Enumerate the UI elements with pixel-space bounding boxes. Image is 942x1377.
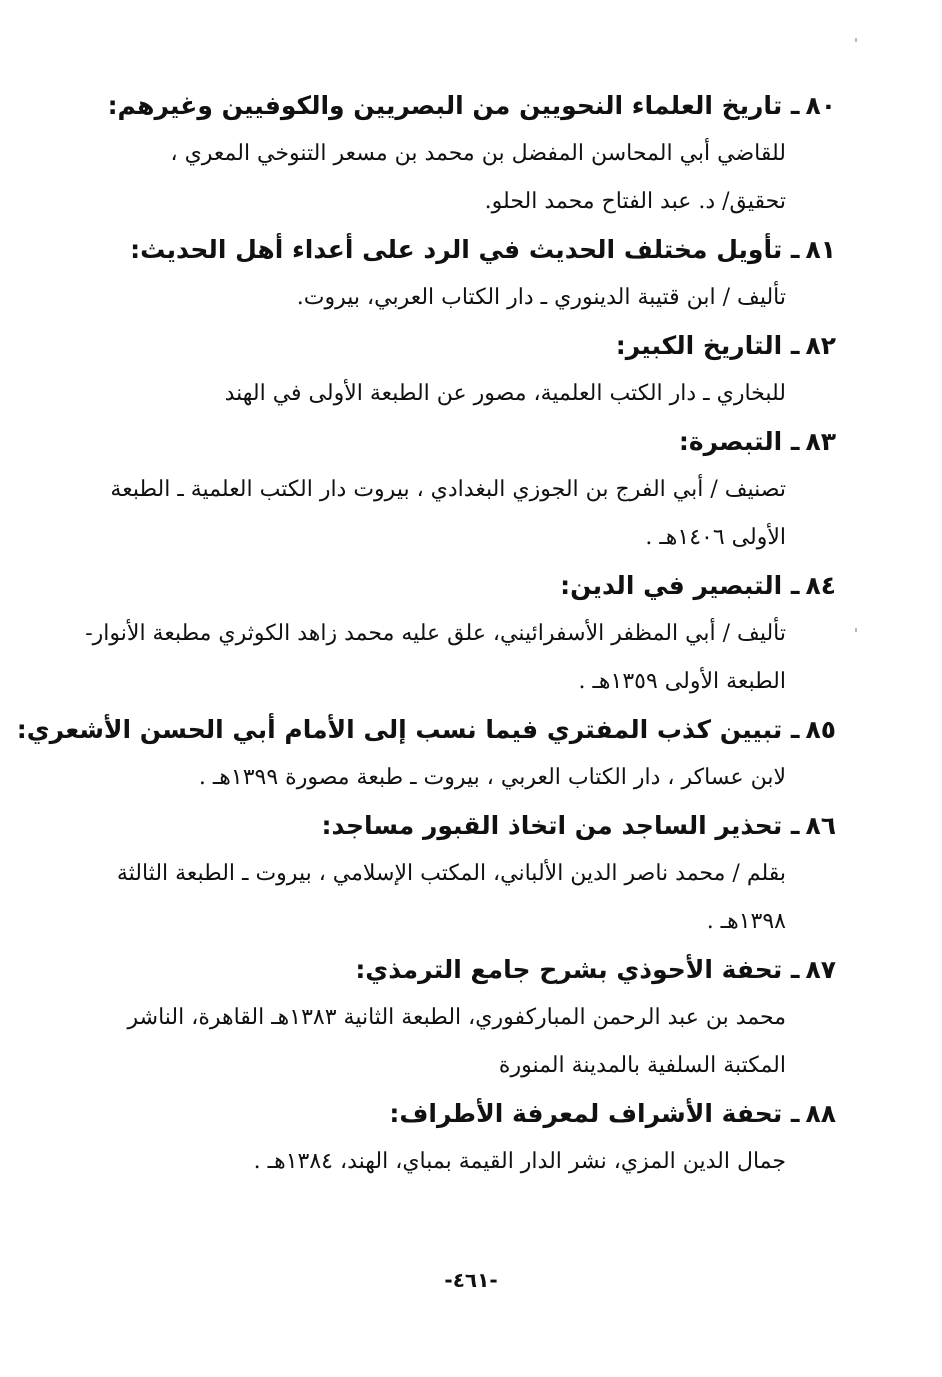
entry-heading: [110, 418, 836, 466]
entry-description: [110, 850, 786, 946]
bibliography-entry: [110, 802, 836, 946]
entry-description: [110, 1138, 786, 1186]
entry-number: ٨٧: [805, 955, 836, 984]
edge-mark-middle: [855, 628, 857, 632]
bibliography-list: [16, 82, 836, 1186]
edge-mark-top: [855, 38, 857, 42]
entry-title: تاريخ العلماء النحويين من البصريين والكوفيين وغيرهم:: [107, 91, 783, 120]
bibliography-entry: [107, 82, 836, 226]
entry-heading: [110, 562, 836, 610]
entry-dash: ـ: [782, 91, 800, 120]
entry-dash: ـ: [782, 235, 800, 264]
entry-dash: ـ: [782, 811, 800, 840]
entry-number: ٨٠: [805, 91, 836, 120]
entry-description-line: تأليف / ابن قتيبة الدينوري ـ دار الكتاب العربي، بيروت.: [296, 285, 786, 310]
bibliography-entry: [85, 562, 836, 706]
entry-description-line: للبخاري ـ دار الكتب العلمية، مصور عن الطبعة الأولى في الهند: [224, 381, 786, 406]
entry-dash: ـ: [782, 571, 800, 600]
entry-description-line: المكتبة السلفية بالمدينة المنورة: [498, 1053, 786, 1078]
entry-description: [110, 274, 786, 322]
entry-description-line: لابن عساكر ، دار الكتاب العربي ، بيروت ـ طبعة مصورة ١٣٩٩هـ .: [198, 765, 786, 790]
bibliography-entry: [110, 322, 836, 418]
bibliography-entry: [110, 226, 836, 322]
entry-heading: [110, 1090, 836, 1138]
entry-dash: ـ: [782, 715, 800, 744]
entry-heading: [107, 82, 836, 130]
entry-description-line: الأولى ١٤٠٦هـ .: [645, 525, 786, 550]
entry-heading: [110, 946, 836, 994]
entry-description-line: للقاضي أبي المحاسن المفضل بن محمد بن مسعر التنوخي المعري ،: [170, 141, 786, 166]
entry-title: تحفة الأشراف لمعرفة الأطراف:: [389, 1099, 783, 1128]
entry-description-line: تأليف / أبي المظفر الأسفرائيني، علق عليه محمد زاهد الكوثري مطبعة الأنوار-: [85, 621, 786, 646]
entry-description: [110, 754, 786, 802]
entry-number: ٨٤: [805, 571, 836, 600]
entry-description: [110, 994, 786, 1090]
entry-description-line: ١٣٩٨هـ .: [706, 909, 786, 934]
entry-number: ٨٦: [805, 811, 836, 840]
entry-title: التبصرة:: [678, 427, 783, 456]
entry-title: تحذير الساجد من اتخاذ القبور مساجد:: [321, 811, 783, 840]
entry-description-line: بقلم / محمد ناصر الدين الألباني، المكتب الإسلامي ، بيروت ـ الطبعة الثالثة: [116, 861, 786, 886]
entry-description-line: تصنيف / أبي الفرج بن الجوزي البغدادي ، بيروت دار الكتب العلمية ـ الطبعة: [110, 477, 786, 502]
entry-description-line: محمد بن عبد الرحمن المباركفوري، الطبعة الثانية ١٣٨٣هـ القاهرة، الناشر: [127, 1005, 786, 1030]
entry-heading: [110, 226, 836, 274]
entry-dash: ـ: [782, 955, 800, 984]
entry-description-line: جمال الدين المزي، نشر الدار القيمة بمباي، الهند، ١٣٨٤هـ .: [253, 1149, 786, 1174]
entry-number: ٨٢: [805, 331, 836, 360]
entry-heading: [16, 706, 836, 754]
bibliography-entry: [110, 1090, 836, 1186]
entry-title: التبصير في الدين:: [560, 571, 783, 600]
entry-title: التاريخ الكبير:: [615, 331, 783, 360]
entry-title: تحفة الأحوذي بشرح جامع الترمذي:: [355, 955, 783, 984]
bibliography-entry: [16, 706, 836, 802]
entry-number: ٨٥: [805, 715, 836, 744]
entry-description: [110, 370, 786, 418]
entry-description-line: الطبعة الأولى ١٣٥٩هـ .: [578, 669, 786, 694]
entry-description: [110, 130, 786, 226]
entry-title: تبيين كذب المفتري فيما نسب إلى الأمام أبي الحسن الأشعري:: [16, 715, 783, 744]
entry-description-line: تحقيق/ د. عبد الفتاح محمد الحلو.: [484, 189, 786, 214]
entry-description: [85, 610, 786, 706]
entry-dash: ـ: [782, 331, 800, 360]
bibliography-entry: [110, 418, 836, 562]
entry-dash: ـ: [782, 427, 800, 456]
entry-number: ٨١: [805, 235, 836, 264]
entry-number: ٨٨: [805, 1099, 836, 1128]
entry-dash: ـ: [782, 1099, 800, 1128]
entry-description: [110, 466, 786, 562]
entry-heading: [110, 802, 836, 850]
entry-heading: [110, 322, 836, 370]
bibliography-entry: [110, 946, 836, 1090]
page-number: -٤٦١-: [444, 1268, 498, 1292]
entry-title: تأويل مختلف الحديث في الرد على أعداء أهل الحديث:: [130, 235, 783, 264]
entry-number: ٨٣: [805, 427, 836, 456]
